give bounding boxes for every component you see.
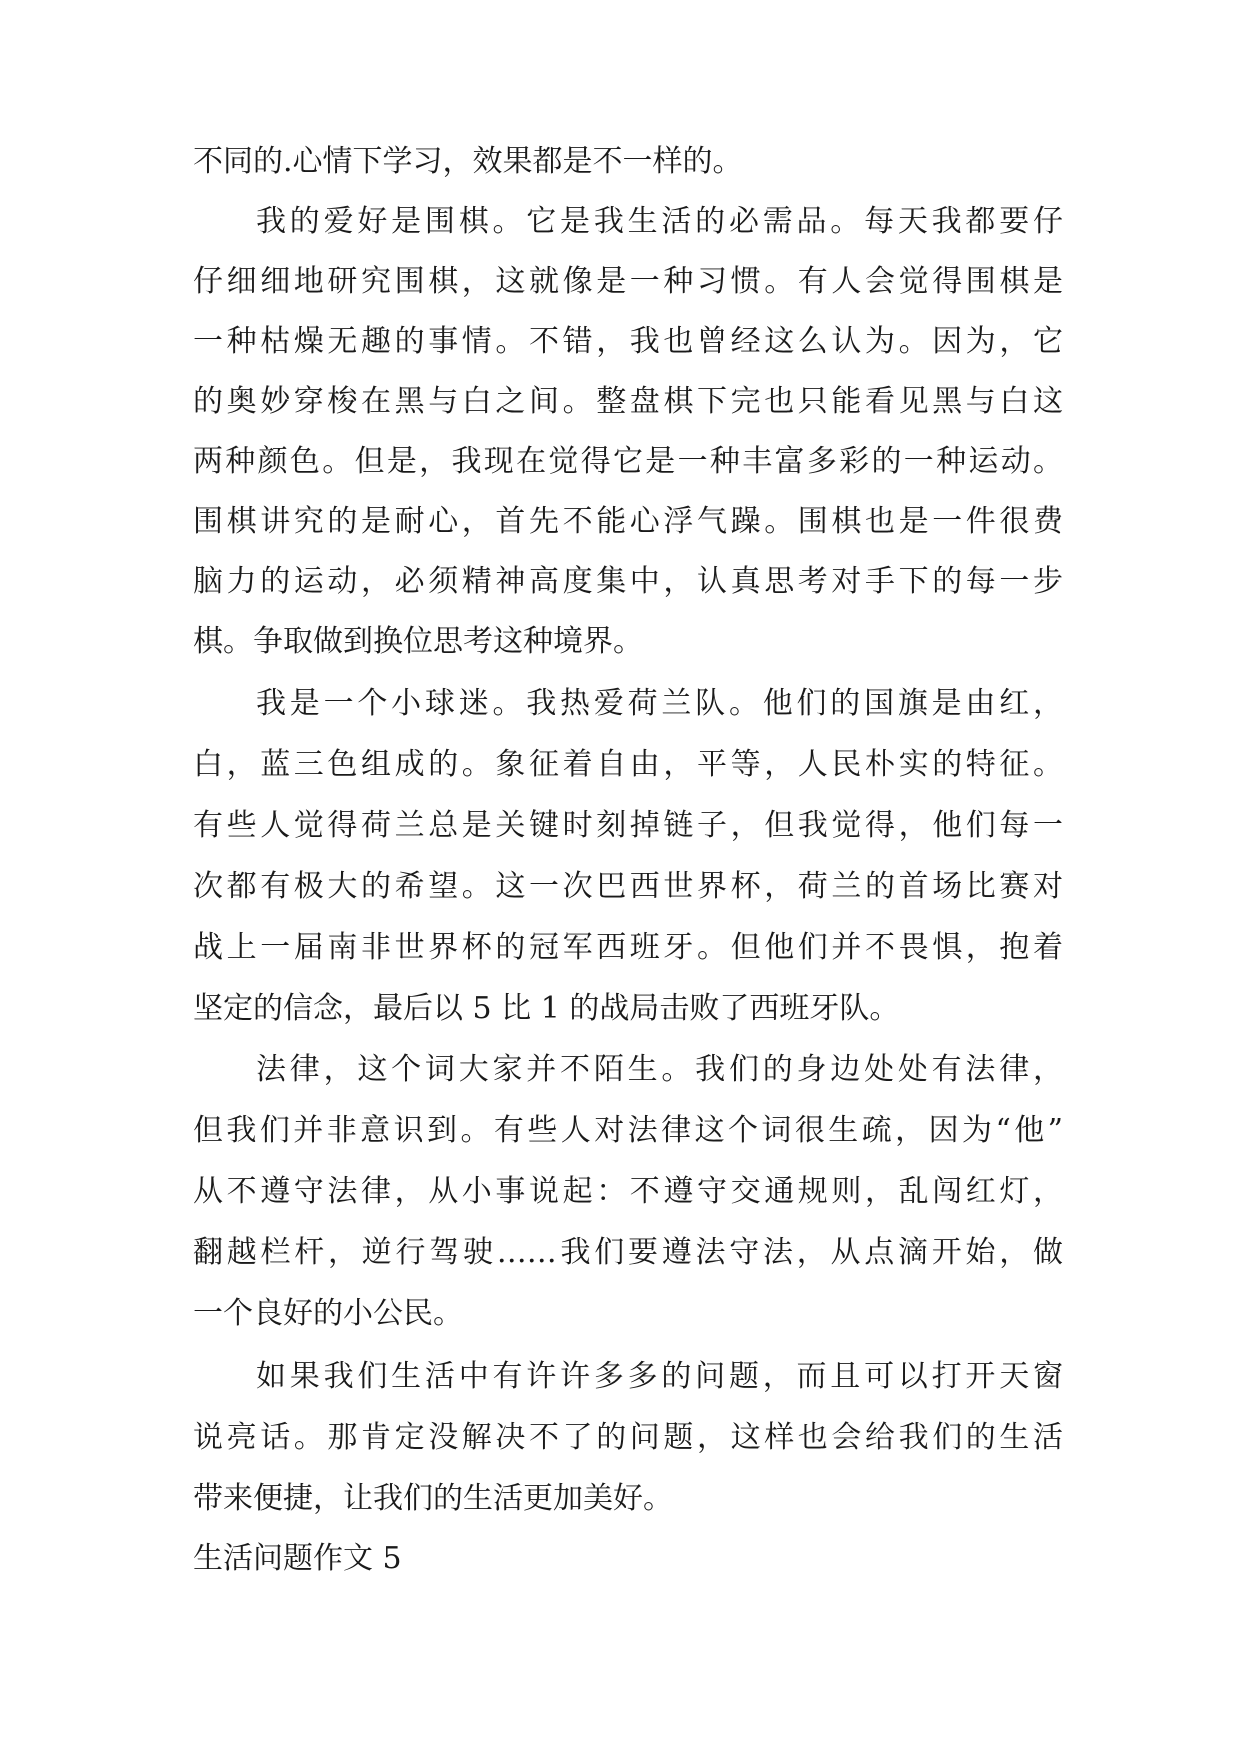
text-line: 一种枯燥无趣的事情。不错，我也曾经这么认为。因为，它 [193, 324, 1063, 359]
text-line: 翻越栏杆，逆行驾驶……我们要遵法守法，从点滴开始，做 [193, 1235, 1063, 1270]
text-line: 带来便捷，让我们的生活更加美好。 [193, 1481, 673, 1516]
text-line: 有些人觉得荷兰总是关键时刻掉链子，但我觉得，他们每一 [193, 808, 1063, 843]
text-line: 说亮话。那肯定没解决不了的问题，这样也会给我们的生活 [193, 1420, 1063, 1455]
text-line: 法律，这个词大家并不陌生。我们的身边处处有法律， [256, 1052, 1063, 1087]
text-line: 的奥妙穿梭在黑与白之间。整盘棋下完也只能看见黑与白这 [193, 384, 1063, 419]
text-line: 我是一个小球迷。我热爱荷兰队。他们的国旗是由红， [256, 686, 1063, 721]
text-line: 围棋讲究的是耐心，首先不能心浮气躁。围棋也是一件很费 [193, 504, 1063, 539]
text-line: 白，蓝三色组成的。象征着自由，平等，人民朴实的特征。 [193, 747, 1063, 782]
text-line: 次都有极大的希望。这一次巴西世界杯，荷兰的首场比赛对 [193, 869, 1063, 904]
text-line: 脑力的运动，必须精神高度集中，认真思考对手下的每一步 [193, 564, 1063, 599]
text-line: 仔细细地研究围棋，这就像是一种习惯。有人会觉得围棋是 [193, 264, 1063, 299]
text-line: 不同的.心情下学习，效果都是不一样的。 [193, 144, 743, 179]
text-line: 战上一届南非世界杯的冠军西班牙。但他们并不畏惧，抱着 [193, 930, 1063, 965]
text-line: 棋。争取做到换位思考这种境界。 [193, 624, 643, 659]
text-line: 坚定的信念，最后以 5 比 1 的战局击败了西班牙队。 [193, 991, 900, 1026]
text-line: 我的爱好是围棋。它是我生活的必需品。每天我都要仔 [256, 204, 1063, 239]
text-line: 两种颜色。但是，我现在觉得它是一种丰富多彩的一种运动。 [193, 444, 1063, 479]
section-heading: 生活问题作文 5 [193, 1541, 402, 1576]
text-line: 从不遵守法律，从小事说起：不遵守交通规则，乱闯红灯， [193, 1174, 1063, 1209]
text-line: 一个良好的小公民。 [193, 1296, 463, 1331]
text-line: 如果我们生活中有许许多多的问题，而且可以打开天窗 [256, 1359, 1063, 1394]
text-line: 但我们并非意识到。有些人对法律这个词很生疏，因为“他” [193, 1113, 1063, 1148]
